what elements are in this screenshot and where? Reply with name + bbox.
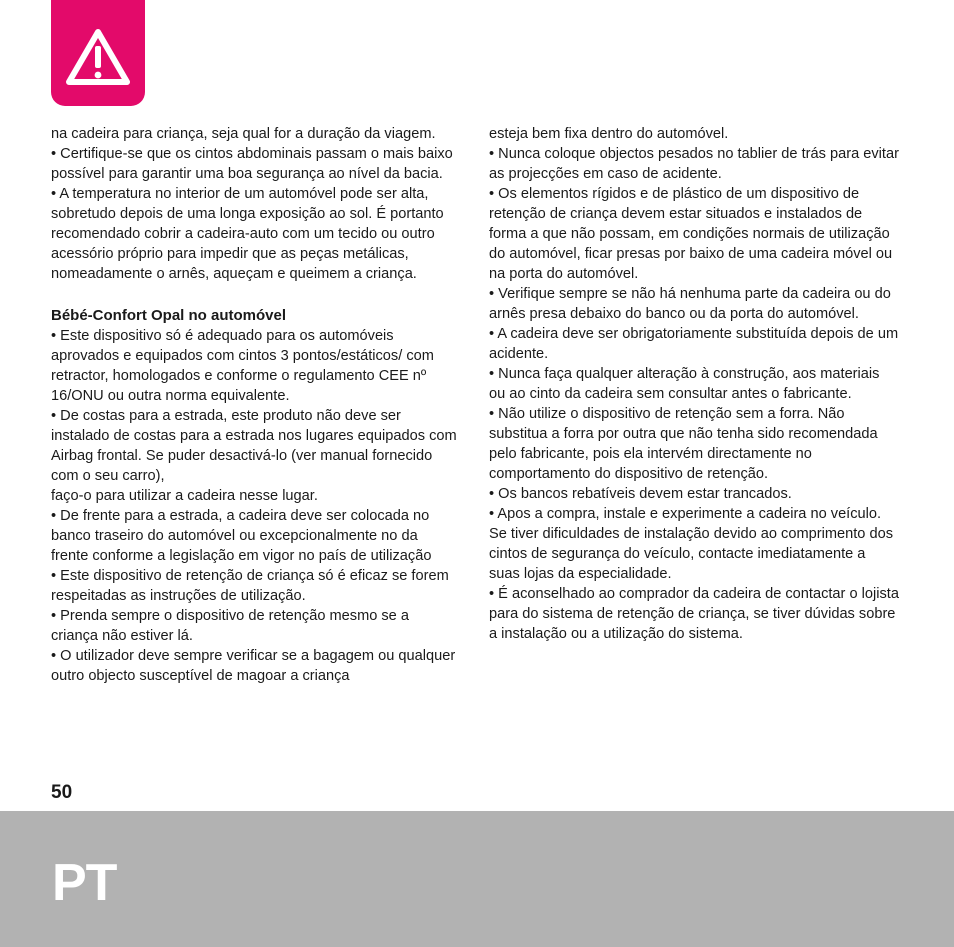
paragraph: • Os bancos rebatíveis devem estar trancados. [489, 486, 792, 502]
paragraph: • Verifique sempre se não há nenhuma parte da cadeira ou do arnês presa debaixo do banco ou da porta do automóvel. [489, 286, 891, 322]
paragraph: • Apos a compra, instale e experimente a cadeira no veículo. Se tiver dificuldades de instalação devido ao comprimento dos cintos de segurança do veículo, contacte imediatamente a suas lojas da especialidade. [489, 506, 893, 582]
paragraph: • Certifique-se que os cintos abdominais passam o mais baixo possível para garantir uma boa segurança ao nível da bacia. [51, 146, 453, 182]
page-number: 50 [51, 782, 73, 803]
paragraph: faço-o para utilizar a cadeira nesse lugar. [51, 488, 318, 504]
paragraph: • Não utilize o dispositivo de retenção sem a forra. Não substitua a forra por outra que não tenha sido recomendada pelo fabricante, pois ela intervém directamente no comportamento do dispositivo de retenção. [489, 406, 878, 482]
footer-band [0, 811, 954, 947]
section-title: Bébé-Confort Opal no automóvel [51, 307, 287, 324]
paragraph: • O utilizador deve sempre verificar se a bagagem ou qualquer outro objecto susceptível de magoar a criança [51, 648, 456, 684]
paragraph: • A cadeira deve ser obrigatoriamente substituída depois de um acidente. [489, 326, 899, 362]
paragraph: • É aconselhado ao comprador da cadeira de contactar o lojista para do sistema de retenção de criança, se tiver dúvidas sobre a instalação ou a utilização do sistema. [489, 586, 899, 642]
paragraph: • De costas para a estrada, este produto não deve ser instalado de costas para a estrada nos lugares equipados com Airbag frontal. Se puder desactivá-lo (ver manual fornecido com o seu carro), [51, 408, 457, 484]
language-code: PT [52, 854, 117, 912]
left-column [51, 124, 457, 686]
warning-triangle-icon [66, 28, 130, 86]
paragraph: • Nunca coloque objectos pesados no tablier de trás para evitar as projecções em caso de acidente. [489, 146, 899, 182]
right-column [489, 124, 899, 644]
paragraph: • Este dispositivo só é adequado para os automóveis aprovados e equipados com cintos 3 pontos/estáticos/ com retractor, homologados e conforme o regulamento CEE nº 16/ONU ou outra norma equivalente. [51, 328, 434, 404]
paragraph: • Nunca faça qualquer alteração à construção, aos materiais ou ao cinto da cadeira sem consultar antes o fabricante. [489, 366, 880, 402]
paragraph: • Os elementos rígidos e de plástico de um dispositivo de retenção de criança devem estar situados e instalados de forma a que não possam, em condições normais de utilização do automóvel, ficar presas por baixo de uma cadeira móvel ou na porta do automóvel. [489, 186, 893, 282]
paragraph: esteja bem fixa dentro do automóvel. [489, 126, 729, 142]
paragraph: • Prenda sempre o dispositivo de retenção mesmo se a criança não estiver lá. [51, 608, 409, 644]
paragraph: • De frente para a estrada, a cadeira deve ser colocada no banco traseiro do automóvel ou excepcionalmente no da frente conforme a legislação em vigor no país de utilização [51, 508, 432, 564]
paragraph: • A temperatura no interior de um automóvel pode ser alta, sobretudo depois de uma longa exposição ao sol. É portanto recomendado cobrir a cadeira-auto com um tecido ou outro acessório próprio para impedir que as peças metálicas, nomeadamente o arnês, aqueçam e queimem a criança. [51, 186, 444, 282]
paragraph: na cadeira para criança, seja qual for a duração da viagem. [51, 126, 436, 142]
paragraph: • Este dispositivo de retenção de criança só é eficaz se forem respeitadas as instruções de utilização. [51, 568, 449, 604]
warning-tab [51, 0, 145, 106]
